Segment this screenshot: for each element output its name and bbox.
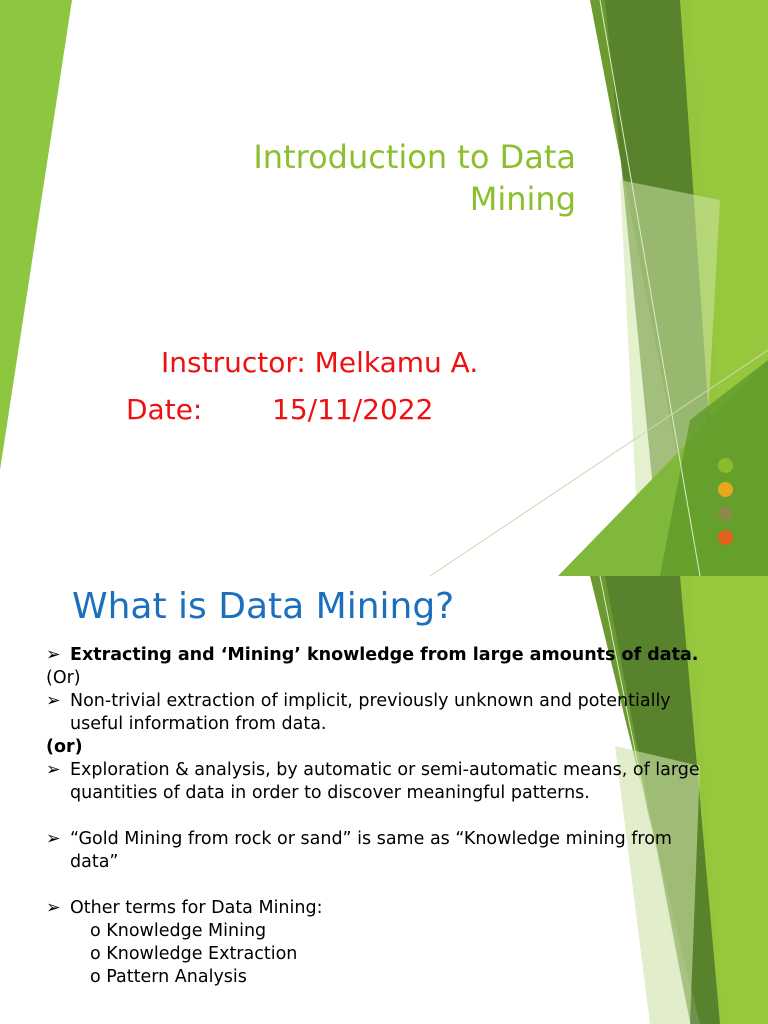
date-value: 15/11/2022 [272, 393, 434, 426]
sub-list-item: o Knowledge Extraction [90, 944, 298, 964]
arrow-bullet-icon: ➢ [46, 829, 61, 849]
list-item: ➢ “Gold Mining from rock or sand” is same as “Knowledge mining from data” [46, 829, 672, 872]
arrow-bullet-icon: ➢ [46, 691, 61, 711]
dot-olive [718, 506, 733, 521]
instructor-line: Instructor: Melkamu A. [161, 346, 479, 379]
sub-list-item: o Pattern Analysis [90, 967, 247, 987]
list-item: ➢ Exploration & analysis, by automatic or semi-automatic means, of large quantities of data in order to discover meaningful patterns. [46, 760, 700, 803]
dot-orange [718, 530, 733, 545]
list-item: (or) [46, 737, 83, 757]
slide-title: Introduction to Data Mining [253, 138, 576, 218]
accent-dots [718, 458, 733, 554]
arrow-bullet-icon: ➢ [46, 898, 61, 918]
date-label: Date: [126, 393, 203, 426]
arrow-bullet-icon: ➢ [46, 760, 61, 780]
list-item: (Or) [46, 668, 81, 688]
dot-green [718, 458, 733, 473]
list-item: ➢ Extracting and ‘Mining’ knowledge from large amounts of data. [46, 645, 699, 665]
sub-list-item: o Knowledge Mining [90, 921, 267, 941]
content-slide [0, 576, 768, 1024]
slide-body [46, 644, 706, 989]
dot-gold [718, 482, 733, 497]
list-item: ➢ Non-trivial extraction of implicit, previously unknown and potentially useful information from data. [46, 691, 671, 734]
arrow-bullet-icon: ➢ [46, 645, 61, 665]
slide-title: What is Data Mining? [72, 586, 455, 627]
date-line [126, 390, 433, 430]
list-item: ➢ Other terms for Data Mining: [46, 898, 323, 918]
